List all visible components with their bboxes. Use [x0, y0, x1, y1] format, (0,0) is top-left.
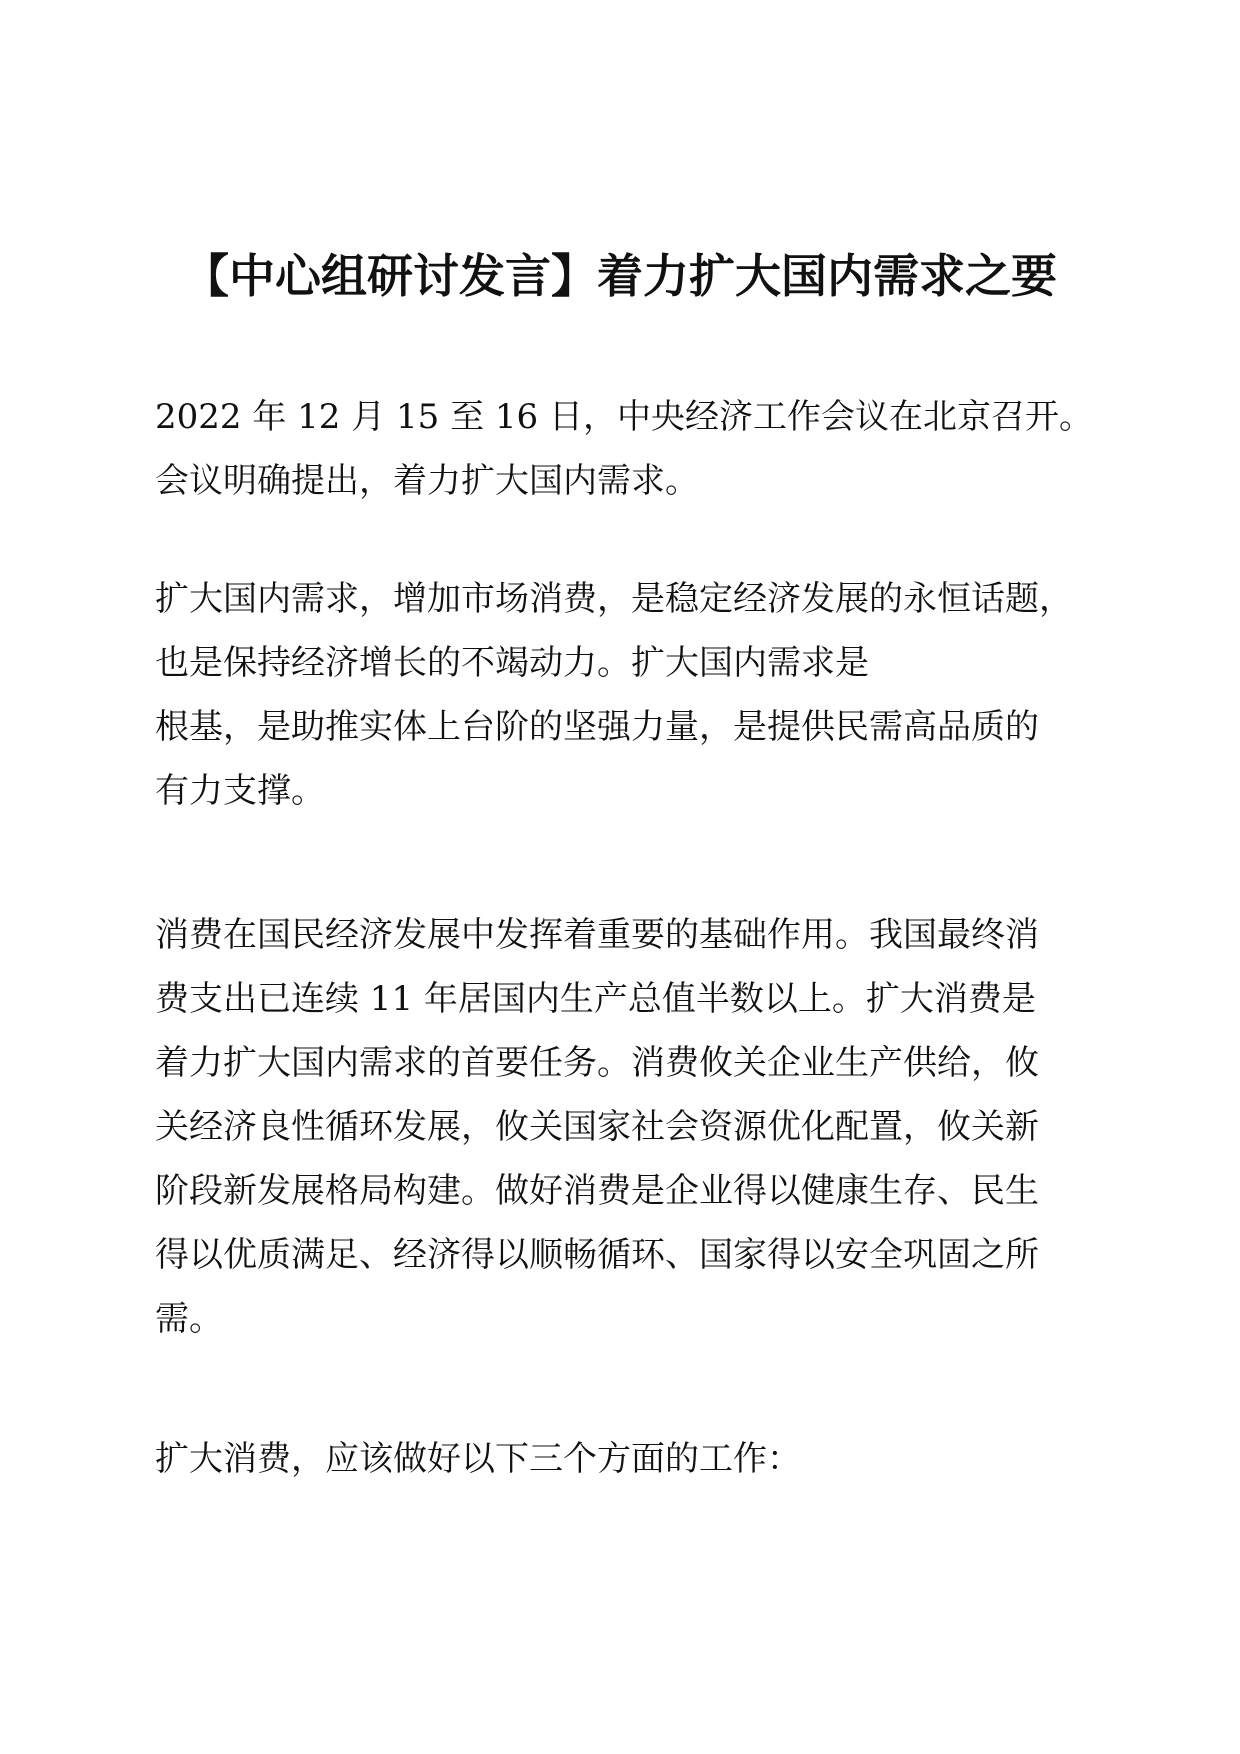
paragraph-line: 费支出已连续 11 年居国内生产总值半数以上。扩大消费是	[155, 979, 1036, 1019]
paragraph-line: 消费在国民经济发展中发挥着重要的基础作用。我国最终消	[155, 915, 1039, 955]
paragraph-line: 有力支撑。	[155, 771, 325, 811]
paragraph-three-aspects	[155, 1427, 1095, 1491]
paragraph-line: 也是保持经济增长的不竭动力。扩大国内需求是	[155, 643, 869, 683]
paragraph-consumption	[155, 903, 1095, 1351]
paragraph-meeting	[155, 385, 1095, 513]
paragraph-line: 会议明确提出，着力扩大国内需求。	[155, 461, 699, 501]
paragraph-line: 扩大国内需求，增加市场消费，是稳定经济发展的永恒话题，	[155, 579, 1073, 619]
paragraph-line: 根基，是助推实体上台阶的坚强力量，是提供民需高品质的	[155, 707, 1039, 747]
paragraph-line: 阶段新发展格局构建。做好消费是企业得以健康生存、民生	[155, 1171, 1039, 1211]
paragraph-line: 得以优质满足、经济得以顺畅循环、国家得以安全巩固之所	[155, 1235, 1039, 1275]
paragraph-line: 2022 年 12 月 15 至 16 日，中央经济工作会议在北京召开。	[155, 397, 1093, 437]
paragraph-line: 关经济良性循环发展，攸关国家社会资源优化配置，攸关新	[155, 1107, 1039, 1147]
paragraph-line: 着力扩大国内需求的首要任务。消费攸关企业生产供给，攸	[155, 1043, 1039, 1083]
paragraph-line: 需。	[155, 1299, 223, 1339]
document-title: 【中心组研讨发言】着力扩大国内需求之要	[183, 248, 1057, 303]
paragraph-line: 扩大消费，应该做好以下三个方面的工作：	[155, 1439, 801, 1479]
paragraph-domestic-demand	[155, 567, 1095, 823]
